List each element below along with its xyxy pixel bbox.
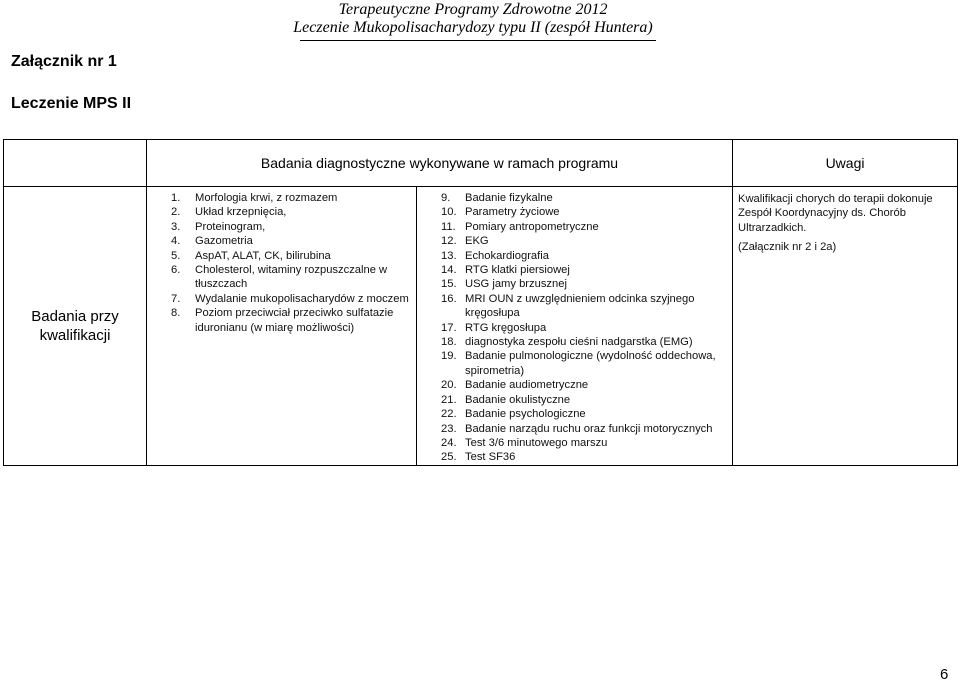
diagnostics-table: [3, 139, 958, 466]
list-item-text: AspAT, ALAT, CK, bilirubina: [195, 249, 331, 262]
column-header-main: Badania diagnostyczne wykonywane w ramach programu: [147, 140, 733, 187]
list-item-number: 4.: [171, 235, 181, 248]
list-item: [441, 436, 728, 450]
list-item: [441, 292, 728, 321]
tests-list-cell-1: [147, 187, 417, 466]
list-item-text: Wydalanie mukopolisacharydów z moczem: [195, 292, 409, 305]
list-item-text: Proteinogram,: [195, 220, 266, 233]
header-rule: [300, 40, 656, 41]
notes-cell: [733, 187, 958, 466]
list-item: [441, 205, 728, 219]
list-item-number: 3.: [171, 220, 181, 233]
list-item-number: 19.: [441, 350, 457, 363]
list-item: [171, 191, 412, 205]
list-item: [441, 422, 728, 436]
list-item-number: 9.: [441, 192, 451, 204]
tests-list-2: [441, 191, 728, 465]
list-item: [171, 292, 412, 306]
notes-text: Kwalifikacji chorych do terapii dokonuje Zespół Koordynacyjny ds. Chorób Ultrarzadkich.: [738, 193, 933, 234]
list-item-text: Badanie psychologiczne: [465, 408, 586, 421]
list-item: [441, 378, 728, 392]
list-item-number: 24.: [441, 436, 457, 449]
list-item-number: 10.: [441, 206, 457, 219]
header-line-1: Terapeutyczne Programy Zdrowotne 2012: [338, 1, 608, 18]
list-item-text: Badanie okulistyczne: [465, 393, 571, 406]
list-item: [441, 335, 728, 349]
table-header-row: [4, 140, 958, 187]
list-item-text: USG jamy brzusznej: [465, 278, 567, 291]
list-item-text: Poziom przeciwciał przeciwko sulfatazie iduronianu (w miarę możliwości): [195, 307, 394, 334]
list-item-text: Układ krzepnięcia,: [195, 206, 287, 219]
running-header: [283, 1, 663, 37]
list-item-number: 17.: [441, 321, 457, 334]
list-item-text: MRI OUN z uwzględnieniem odcinka szyjnego kręgosłupa: [465, 292, 695, 320]
list-item: [441, 277, 728, 291]
list-item-number: 8.: [171, 307, 181, 320]
header-line-2: Leczenie Mukopolisacharydozy typu II (zespół Huntera): [293, 19, 653, 36]
list-item: [441, 220, 728, 234]
list-item-number: 7.: [171, 292, 181, 305]
list-item: [441, 263, 728, 277]
list-item-text: Badanie fizykalne: [465, 192, 553, 204]
list-item-number: 18.: [441, 336, 457, 349]
list-item-text: RTG klatki piersiowej: [465, 264, 570, 277]
list-item-number: 5.: [171, 249, 181, 262]
list-item: [441, 349, 728, 378]
list-item-text: EKG: [465, 235, 489, 248]
list-item: [171, 205, 412, 219]
notes-reference: (Załącznik nr 2 i 2a): [738, 241, 837, 254]
list-item-number: 25.: [441, 451, 457, 464]
column-header-notes: Uwagi: [733, 140, 958, 187]
list-item-number: 6.: [171, 264, 181, 277]
list-item-number: 16.: [441, 292, 457, 305]
list-item-text: Echokardiografia: [465, 249, 549, 262]
list-item-text: Pomiary antropometryczne: [465, 220, 599, 233]
list-item-text: Test 3/6 minutowego marszu: [465, 436, 608, 449]
list-item-text: RTG kręgosłupa: [465, 321, 547, 334]
list-item-text: Test SF36: [465, 451, 516, 464]
document-subtitle: Leczenie MPS II: [11, 95, 132, 112]
list-item-number: 2.: [171, 206, 181, 219]
list-item-text: Parametry życiowe: [465, 206, 560, 219]
list-item-number: 1.: [171, 192, 181, 204]
list-item: [171, 234, 412, 248]
list-item: [441, 234, 728, 248]
list-item-text: Badanie narządu ruchu oraz funkcji motorycznych: [465, 422, 713, 435]
list-item: [441, 191, 728, 205]
list-item-number: 14.: [441, 264, 457, 277]
list-item-text: Badanie pulmonologiczne (wydolność oddechowa, spirometria): [465, 350, 716, 377]
table-row: [4, 187, 958, 466]
list-item: [441, 450, 728, 464]
annex-title: Załącznik nr 1: [11, 53, 117, 70]
list-item: [171, 306, 412, 335]
list-item-number: 21.: [441, 393, 457, 406]
list-item: [171, 220, 412, 234]
tests-list-1: [171, 191, 412, 335]
list-item-number: 11.: [441, 220, 456, 233]
list-item-number: 22.: [441, 408, 457, 421]
tests-list-cell-2: [417, 187, 733, 466]
list-item-number: 23.: [441, 422, 457, 435]
empty-header-cell: [4, 140, 147, 187]
list-item-number: 12.: [441, 235, 457, 248]
list-item: [441, 393, 728, 407]
list-item-text: Cholesterol, witaminy rozpuszczalne w tłuszczach: [195, 264, 388, 291]
list-item-number: 13.: [441, 249, 457, 262]
list-item-number: 15.: [441, 278, 457, 291]
row-label-text: Badania przy kwalifikacji: [31, 307, 119, 344]
list-item-number: 20.: [441, 379, 457, 392]
list-item-text: Gazometria: [195, 235, 253, 248]
list-item: [441, 407, 728, 421]
list-item-text: Badanie audiometryczne: [465, 379, 589, 392]
list-item-text: diagnostyka zespołu cieśni nadgarstka (EMG): [465, 336, 693, 349]
list-item: [171, 263, 412, 292]
list-item: [441, 249, 728, 263]
page-number: 6: [940, 666, 949, 683]
list-item-text: Morfologia krwi, z rozmazem: [195, 192, 338, 204]
list-item: [171, 249, 412, 263]
row-label: [4, 187, 147, 466]
list-item: [441, 321, 728, 335]
